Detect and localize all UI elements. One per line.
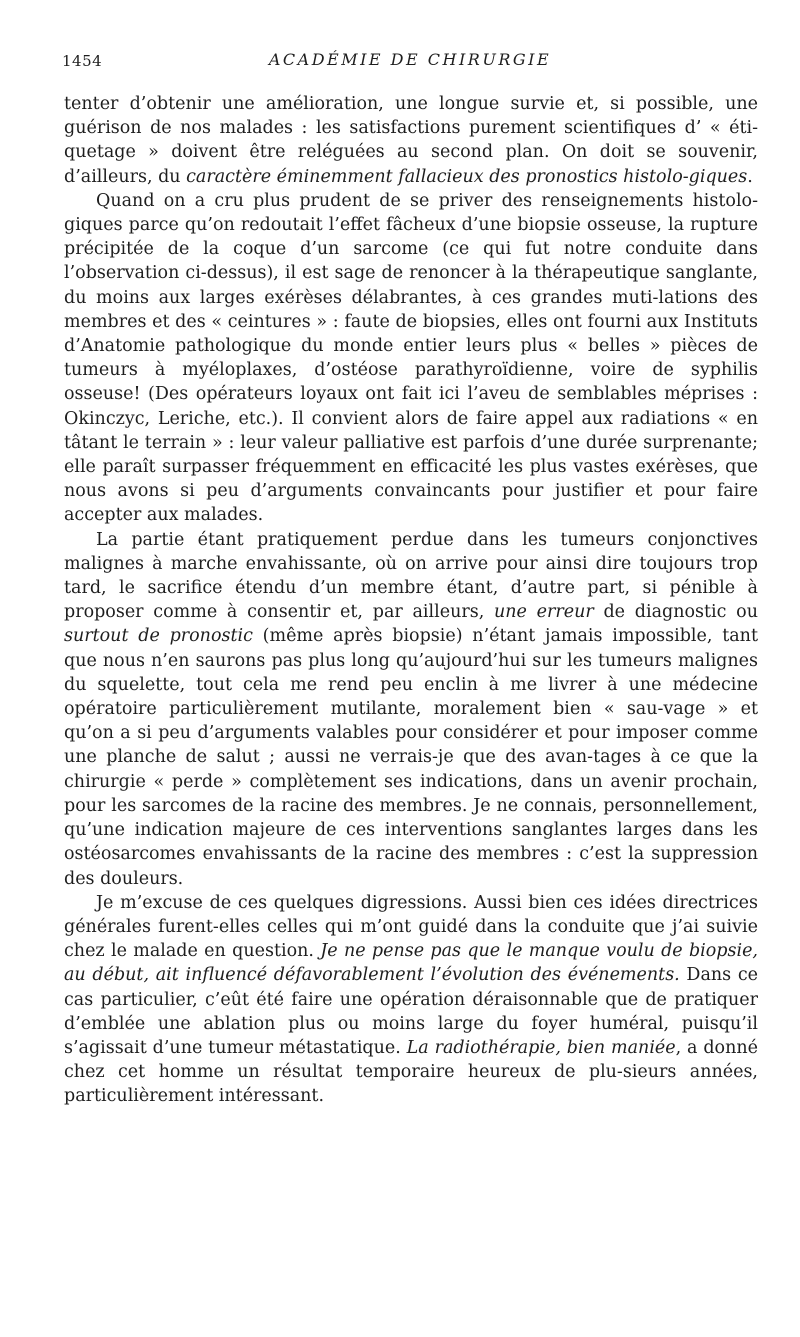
text-segment: tenter d’obtenir une amélioration, une longue survie et, si possible, une guérison de nos malades : les satisfactions purement scientifiques d’ « éti-quetage » doivent être reléguées au second plan. On doit se souvenir, d’ailleurs, du: [64, 94, 758, 187]
paragraph: [64, 92, 758, 189]
text-segment: Dans ce cas particulier, c’eût été faire une opération déraisonnable que de pratiquer d’emblée une ablation plus ou moins large du foyer huméral, puisqu’il s’agissait d’une tumeur métastatique.: [64, 965, 758, 1058]
italic-segment: surtout de pronostic: [64, 626, 253, 647]
paragraph: [64, 528, 758, 891]
italic-segment: caractère éminemment fallacieux des pronostics histolo-giques: [186, 166, 748, 187]
text-segment: La partie étant pratiquement perdue dans les tumeurs conjonctives malignes à marche envahissante, où on arrive pour ainsi dire toujours trop tard, le sacrifice étendu d’un membre étant, d’autre part, si pénible à proposer comme à consentir et, par ailleurs,: [64, 529, 758, 623]
paragraph: [64, 189, 758, 528]
body-text: [64, 92, 758, 1109]
text-segment: (même après biopsie) n’étant jamais impossible, tant que nous n’en saurons pas plus long qu’aujourd’hui sur les tumeurs malignes du squelette, tout cela me rend peu enclin à me livrer à une médecine opératoire particulièrement mutilante, moralement bien « sau-vage » et qu’on a si peu d’arguments valables pour considérer et pour imposer comme une planche de salut ; aussi ne verrais-je que des avan-tages à ce que la chirurgie « perde » complètement ses indications, dans un avenir prochain, pour les sarcomes de la racine des membres. Je ne connais, personnellement, qu’une indication majeure de ces interventions sanglantes larges dans les ostéosarcomes envahissants de la racine des membres : c’est la suppression des douleurs.: [64, 626, 758, 889]
italic-segment: une erreur: [494, 602, 594, 623]
running-header: [62, 50, 758, 76]
text-segment: Quand on a cru plus prudent de se priver des renseignements histolo-giques parce qu’on redoutait l’effet fâcheux d’une biopsie osseuse, la rupture précipitée de la coque d’un sarcome (ce qui fut notre conduite dans l’observation ci-dessus), il est sage de renoncer à la thérapeutique sanglante, du moins aux larges exérèses délabrantes, à ces grandes muti-lations des membres et des « ceintures » : faute de biopsies, elles ont fourni aux Instituts d’Anatomie pathologique du monde entier leurs plus « belles » pièces de tumeurs à myéloplaxes, d’ostéose parathyroïdienne, voire de syphilis osseuse! (Des opérateurs loyaux ont fait ici l’aveu de semblables méprises : Okinczyc, Leriche, etc.). Il convient alors de faire appel aux radiations « en tâtant le terrain » : leur valeur palliative est parfois d’une durée surprenante; elle paraît surpasser fréquemment en efficacité les plus vastes exérèses, que nous avons si peu d’arguments convaincants pour justifier et pour faire accepter aux malades.: [64, 190, 758, 526]
italic-segment: La radiothérapie, bien maniée: [406, 1037, 676, 1058]
text-segment: Je m’excuse de ces quelques digressions. Aussi bien ces idées directrices générales furent-elles celles qui m’ont guidé dans la conduite que j’ai suivie chez le malade en question.: [64, 892, 758, 962]
running-title: ACADÉMIE DE CHIRURGIE: [268, 50, 552, 69]
page-number: 1454: [62, 52, 103, 70]
text-segment: .: [747, 166, 753, 187]
text-segment: de diagnostic ou: [593, 602, 758, 623]
italic-segment: Je ne pense pas que le manque voulu de biopsie, au début, ait influencé défavorablement l’évolution des événements.: [64, 941, 758, 986]
text-segment: , a donné chez cet homme un résultat temporaire heureux de plu-sieurs années, particulièrement intéressant.: [64, 1037, 758, 1107]
paragraph: [64, 891, 758, 1109]
